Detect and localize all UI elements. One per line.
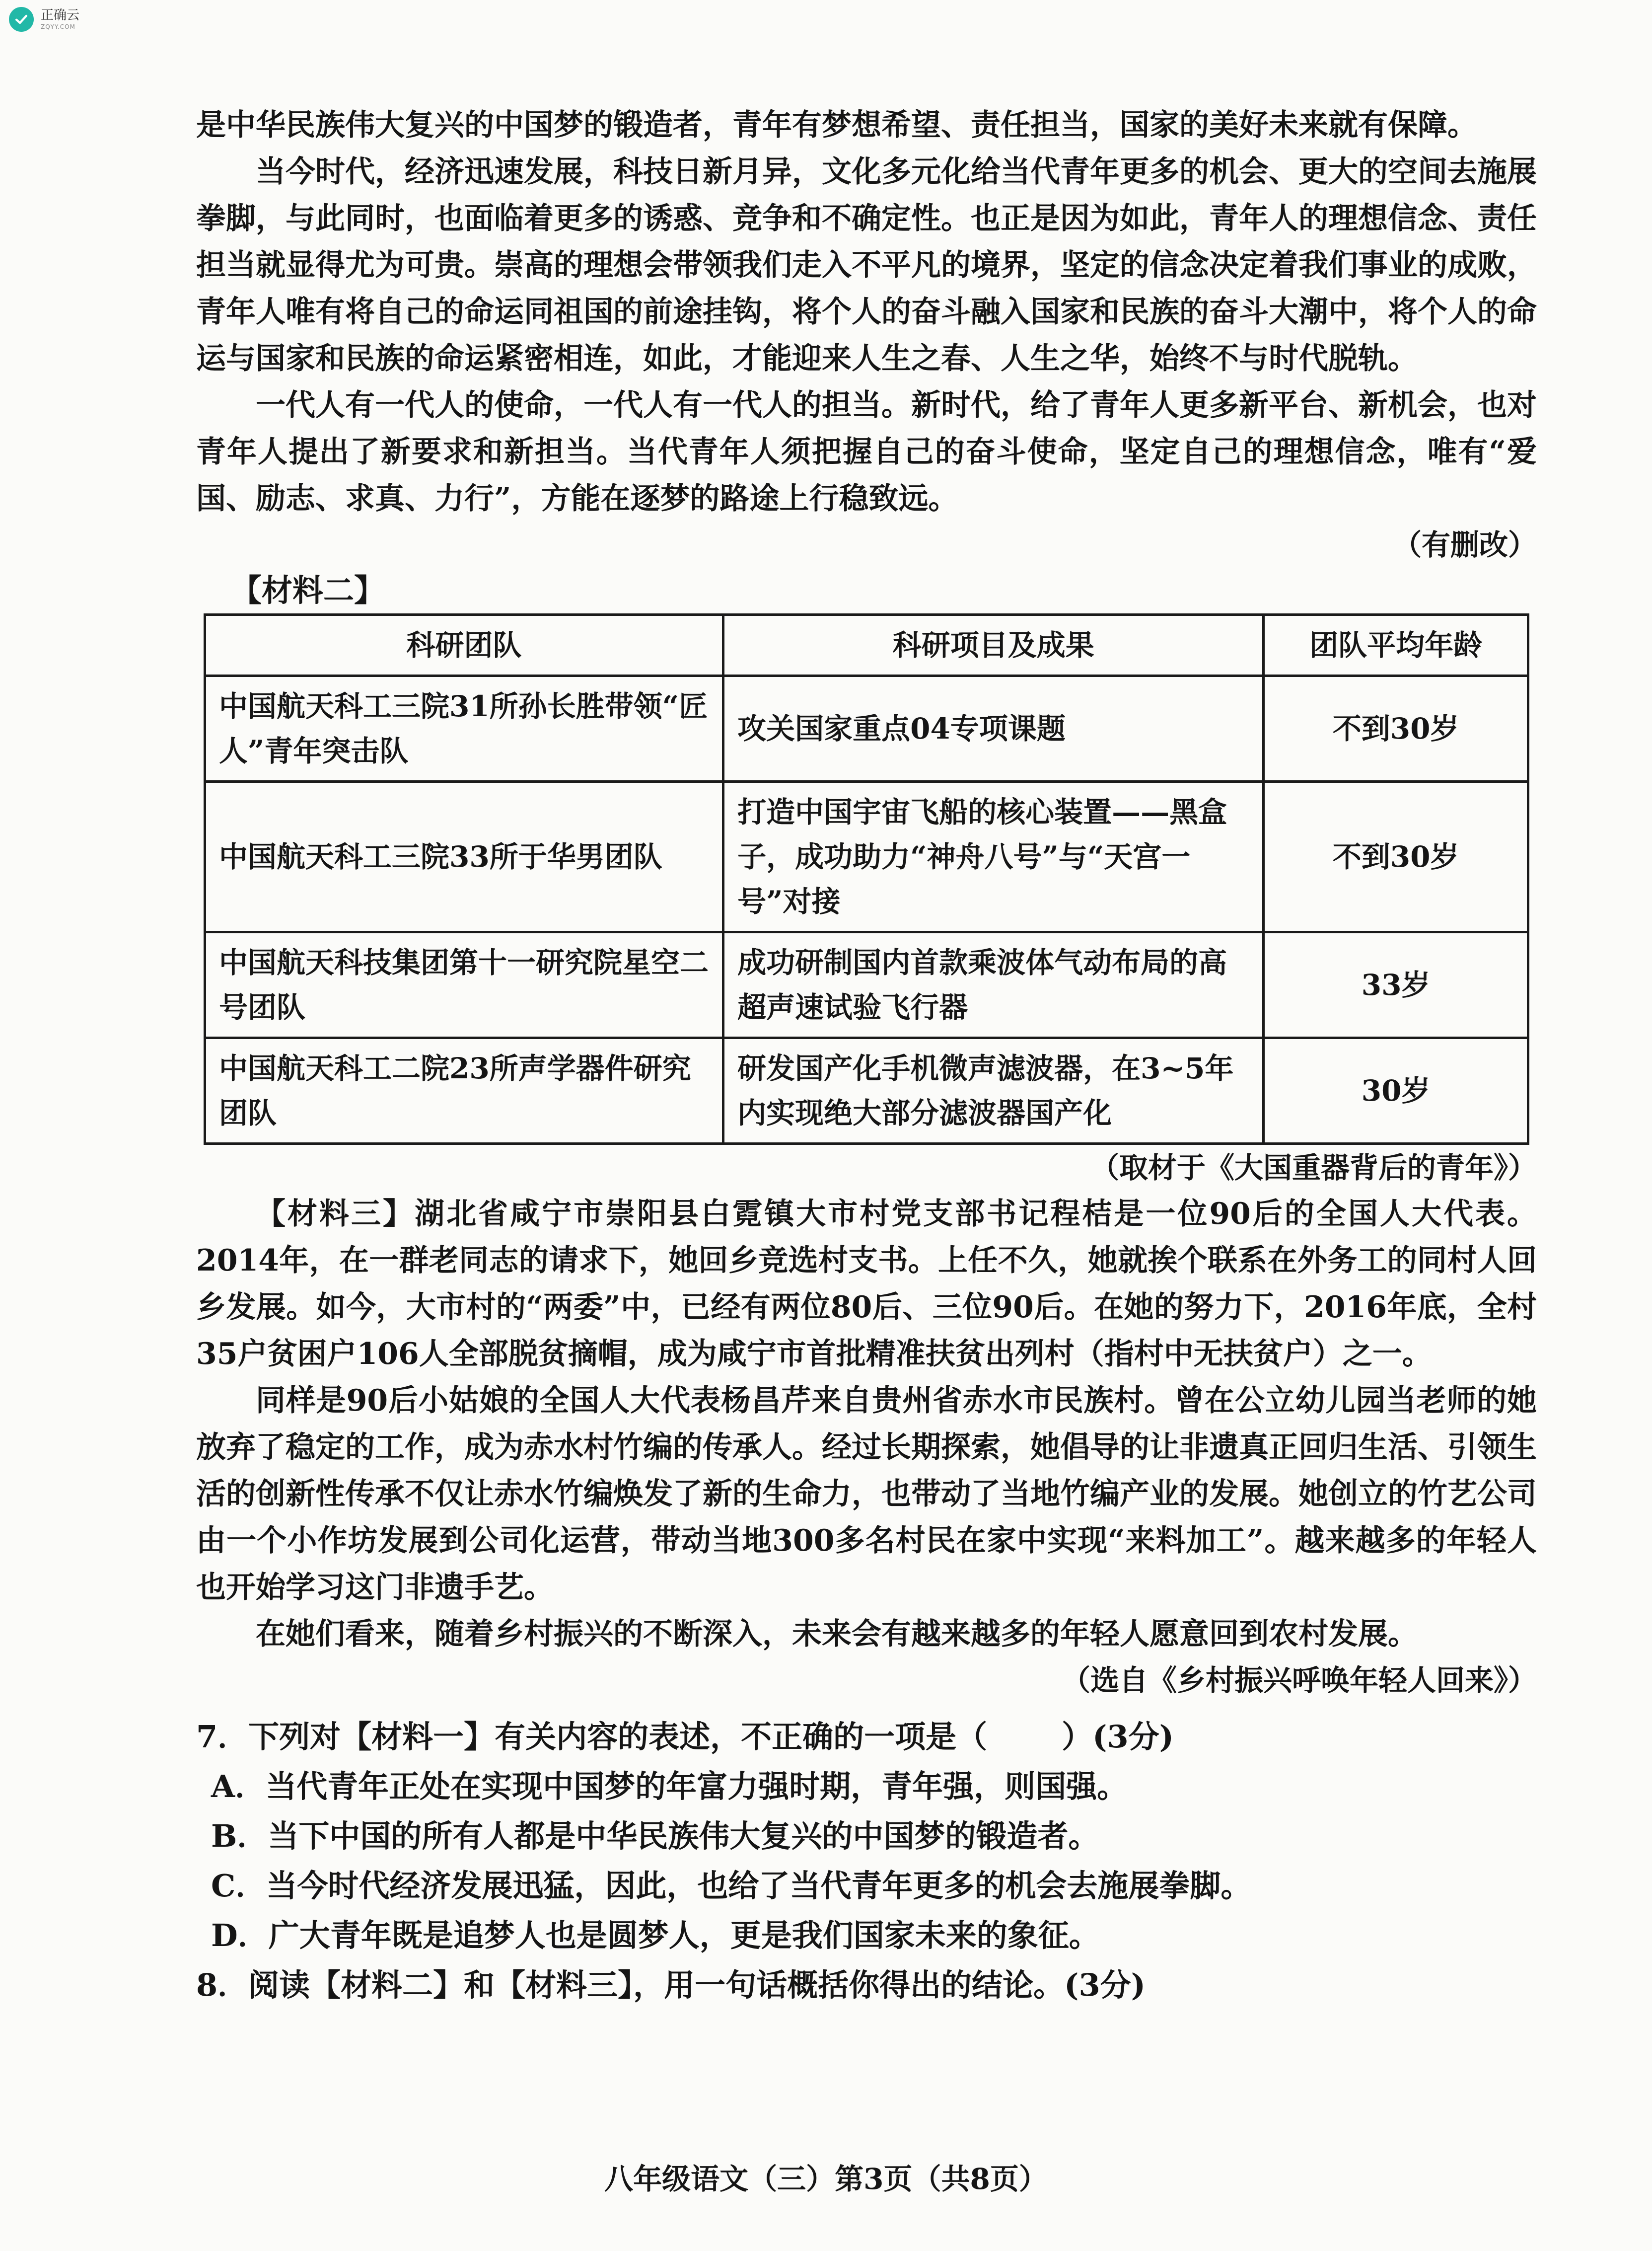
material1-paragraph-2: 当今时代，经济迅速发展，科技日新月异，文化多元化给当代青年更多的机会、更大的空间去施展拳脚，与此同时，也面临着更多的诱惑、竞争和不确定性。也正是因为如此，青年人的理想信念、责任担当就显得尤为可贵。崇高的理想会带领我们走入不平凡的境界，坚定的信念决定着我们事业的成败，青年人唯有将自己的命运同祖国的前途挂钩，将个人的奋斗融入国家和民族的奋斗大潮中，将个人的命运与国家和民族的命运紧密相连，如此，才能迎来人生之春、人生之华，始终不与时代脱轨。: [196, 154, 1537, 376]
questions: [196, 1712, 1537, 2010]
material2-label: 【材料二】: [231, 572, 385, 608]
page-content: [196, 102, 1537, 2010]
cell-age: 30岁: [1264, 1038, 1528, 1144]
cell-project: 打造中国宇宙飞船的核心装置——黑盒子，成功助力“神舟八号”与“天宫一号”对接: [723, 782, 1264, 932]
logo-name: 正确云: [41, 8, 80, 23]
page-footer: 八年级语文（三）第3页（共8页）: [604, 2162, 1048, 2196]
option-d: D．广大青年既是追梦人也是圆梦人，更是我们国家未来的象征。: [211, 1917, 1100, 1953]
material-two: [196, 568, 1537, 1191]
header-project: 科研项目及成果: [723, 615, 1264, 676]
material1-source: （有删改）: [1392, 528, 1537, 562]
cell-team: 中国航天科工二院23所声学器件研究团队: [205, 1038, 723, 1144]
option-a: A．当代青年正处在实现中国梦的年富力强时期，青年强，则国强。: [211, 1768, 1128, 1804]
question-8: 8．阅读【材料二】和【材料三】，用一句话概括你得出的结论。(3分): [196, 1967, 1146, 2003]
material-three: [196, 1191, 1537, 1703]
material1-paragraph-1: 是中华民族伟大复兴的中国梦的锻造者，青年有梦想希望、责任担当，国家的美好未来就有保障。: [196, 108, 1477, 143]
cell-project: 研发国产化手机微声滤波器，在3~5年内实现绝大部分滤波器国产化: [723, 1038, 1264, 1144]
option-b: B．当下中国的所有人都是中华民族伟大复兴的中国梦的锻造者。: [211, 1818, 1099, 1854]
material1-paragraph-3: 一代人有一代人的使命，一代人有一代人的担当。新时代，给了青年人更多新平台、新机会，也对青年人提出了新要求和新担当。当代青年人须把握自己的奋斗使命，坚定自己的理想信念，唯有“爱国、励志、求真、力行”，方能在逐梦的路途上行稳致远。: [196, 388, 1537, 516]
material3-paragraph-1-text: 湖北省咸宁市崇阳县白霓镇大市村党支部书记程桔是一位90后的全国人大代表。2014年，在一群老同志的请求下，她回乡竞选村支书。上任不久，她就挨个联系在外务工的同村人回乡发展。如今，大市村的“两委”中，已经有两位80后、三位90后。在她的努力下，2016年底，全村35户贫困户106人全部脱贫摘帽，成为咸宁市首批精准扶贫出列村（指村中无扶贫户）之一。: [196, 1197, 1537, 1371]
check-circle-icon: [9, 7, 34, 32]
table-row: [205, 932, 1528, 1038]
cell-team: 中国航天科技集团第十一研究院星空二号团队: [205, 932, 723, 1038]
option-c: C．当今时代经济发展迅猛，因此，也给了当代青年更多的机会去施展拳脚。: [211, 1868, 1252, 1904]
question-7-score: ）(3分): [1062, 1719, 1174, 1755]
logo-sub: ZQYY.COM: [41, 23, 75, 30]
header-team: 科研团队: [205, 615, 723, 676]
cell-age: 33岁: [1264, 932, 1528, 1038]
cell-project: 攻关国家重点04专项课题: [723, 676, 1264, 782]
table-header-row: [205, 615, 1528, 676]
question-7-stem: 7．下列对【材料一】有关内容的表述，不正确的一项是（: [196, 1719, 988, 1755]
cell-age: 不到30岁: [1264, 676, 1528, 782]
material2-source: （取材于《大国重器背后的青年》）: [1090, 1151, 1537, 1185]
cell-age: 不到30岁: [1264, 782, 1528, 932]
material3-paragraph-2: 同样是90后小姑娘的全国人大代表杨昌芹来自贵州省赤水市民族村。曾在公立幼儿园当老师的她放弃了稳定的工作，成为赤水村竹编的传承人。经过长期探索，她倡导的让非遗真正回归生活、引领生活的创新性传承不仅让赤水竹编焕发了新的生命力，也带动了当地竹编产业的发展。她创立的竹艺公司由一个小作坊发展到公司化运营，带动当地300多名村民在家中实现“来料加工”。越来越多的年轻人也开始学习这门非遗手艺。: [196, 1383, 1537, 1605]
material-one: [196, 102, 1537, 568]
research-table: [204, 613, 1529, 1145]
table-row: [205, 676, 1528, 782]
material3-paragraph-1: [196, 1191, 1537, 1377]
material3-label: 【材料三】: [256, 1197, 415, 1231]
header-age: 团队平均年龄: [1264, 615, 1528, 676]
cell-team: 中国航天科工三院31所孙长胜带领“匠人”青年突击队: [205, 676, 723, 782]
question-7: [196, 1712, 1537, 1762]
material3-source: （选自《乡村振兴呼唤年轻人回来》）: [1061, 1663, 1537, 1697]
table-row: [205, 782, 1528, 932]
cell-team: 中国航天科工三院33所于华男团队: [205, 782, 723, 932]
material3-paragraph-3: 在她们看来，随着乡村振兴的不断深入，未来会有越来越多的年轻人愿意回到农村发展。: [256, 1617, 1418, 1651]
table-row: [205, 1038, 1528, 1144]
site-logo: [9, 7, 79, 32]
cell-project: 成功研制国内首款乘波体气动布局的高超声速试验飞行器: [723, 932, 1264, 1038]
